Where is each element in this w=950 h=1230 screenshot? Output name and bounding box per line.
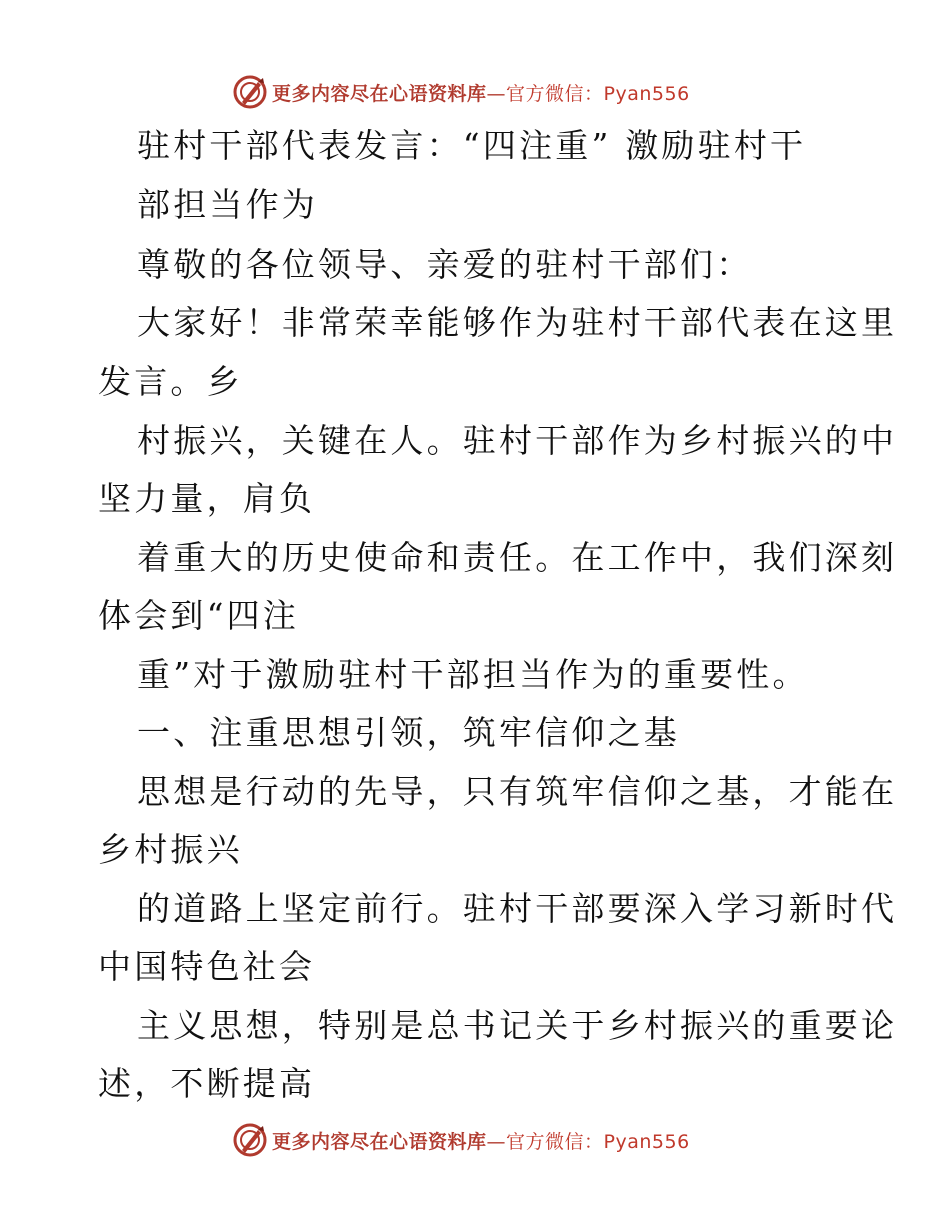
paragraph-line: 的道路上坚定前行。驻村干部要深入学习新时代	[137, 889, 898, 928]
watermark-brand: 更多内容尽在心语资料库	[272, 1130, 487, 1153]
section-heading: 一、注重思想引领，筑牢信仰之基	[137, 713, 680, 752]
pen-logo-icon	[232, 74, 268, 110]
document-title-line-1: 驻村干部代表发言：“四注重” 激励驻村干	[137, 126, 807, 165]
paragraph-line: 主义思想，特别是总书记关于乡村振兴的重要论	[137, 1006, 898, 1045]
paragraph-line: 体会到“四注	[98, 596, 300, 635]
watermark-brand: 更多内容尽在心语资料库	[272, 82, 487, 105]
paragraph-line: 思想是行动的先导，只有筑牢信仰之基，才能在	[137, 772, 898, 811]
pen-logo-icon	[232, 1122, 268, 1158]
paragraph-line: 述，不断提高	[98, 1064, 316, 1103]
paragraph-line: 着重大的历史使命和责任。在工作中，我们深刻	[137, 538, 898, 577]
watermark-wechat: 官方微信：Pyan556	[506, 1130, 690, 1153]
paragraph-line: 重”对于激励驻村干部担当作为的重要性。	[137, 655, 809, 694]
watermark-text	[272, 1127, 690, 1154]
paragraph-line: 坚力量，肩负	[98, 479, 316, 518]
watermark-text	[272, 79, 690, 106]
watermark-wechat: 官方微信：Pyan556	[506, 82, 690, 105]
footer-watermark	[232, 1120, 690, 1160]
salutation: 尊敬的各位领导、亲爱的驻村干部们：	[137, 245, 753, 284]
document-title-line-2: 部担当作为	[137, 185, 318, 224]
paragraph-line: 乡村振兴	[98, 830, 243, 869]
paragraph-line: 中国特色社会	[98, 947, 316, 986]
watermark-separator: —	[486, 1130, 507, 1153]
paragraph-line: 村振兴，关键在人。驻村干部作为乡村振兴的中	[137, 421, 898, 460]
paragraph-line: 大家好！非常荣幸能够作为驻村干部代表在这里	[137, 303, 898, 342]
header-watermark	[232, 72, 690, 112]
paragraph-line: 发言。乡	[98, 362, 243, 401]
watermark-separator: —	[486, 82, 507, 105]
